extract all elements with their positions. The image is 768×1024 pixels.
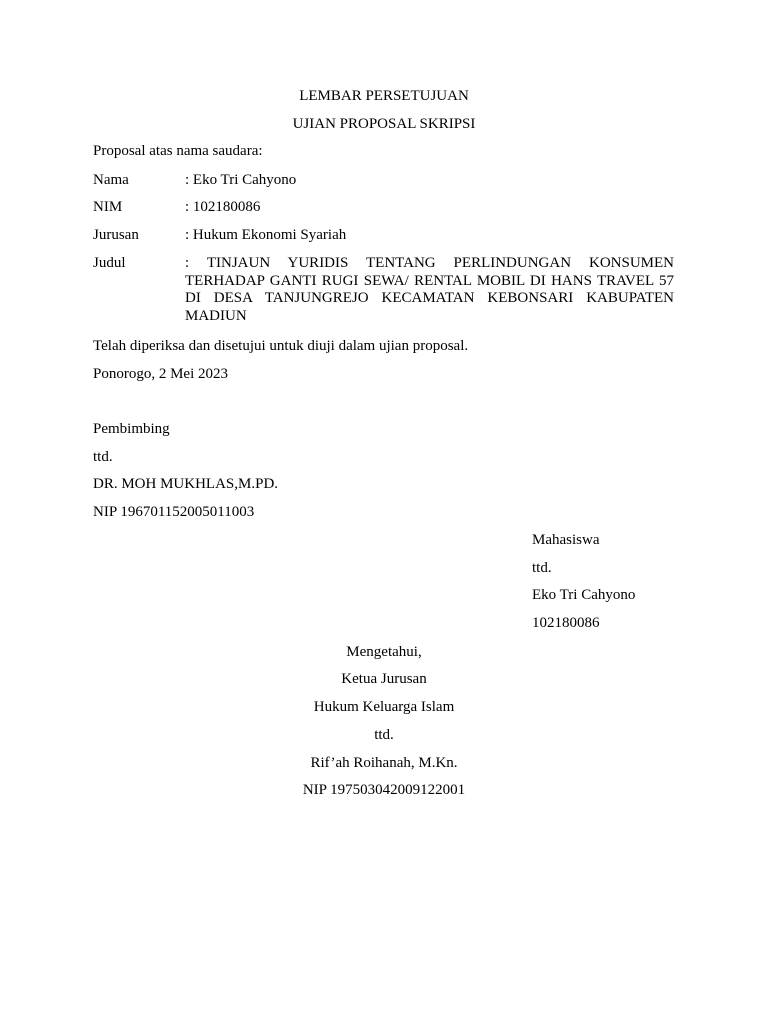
pembimbing-signature: ttd. [93, 449, 113, 465]
field-value-judul [185, 255, 674, 326]
field-value-jurusan: : Hukum Ekonomi Syariah [185, 227, 347, 243]
approval-statement: Telah diperiksa dan disetujui untuk diuji dalam ujian proposal. [93, 338, 469, 354]
mengetahui-name: Rif’ah Roihanah, M.Kn. [310, 755, 458, 771]
judul-line-4: MADIUN [185, 308, 247, 325]
judul-line-1: : TINJAUN YURIDIS TENTANG PERLINDUNGAN KONSUMEN [185, 255, 674, 271]
field-label-nama: Nama [93, 172, 129, 188]
place-date: Ponorogo, 2 Mei 2023 [93, 366, 228, 382]
field-label-nim: NIM [93, 199, 123, 215]
field-label-judul: Judul [93, 255, 126, 271]
pembimbing-role: Pembimbing [93, 421, 170, 437]
mengetahui-nip: NIP 197503042009122001 [302, 782, 466, 798]
mahasiswa-name: Eko Tri Cahyono [532, 587, 636, 603]
mahasiswa-role: Mahasiswa [532, 532, 600, 548]
mengetahui-role: Ketua Jurusan [341, 671, 427, 687]
mahasiswa-signature: ttd. [532, 560, 552, 576]
mahasiswa-nim: 102180086 [532, 615, 600, 631]
mengetahui-signature: ttd. [374, 727, 394, 743]
document-title: LEMBAR PERSETUJUAN [299, 88, 469, 104]
field-label-jurusan: Jurusan [93, 227, 139, 243]
pembimbing-nip: NIP 196701152005011003 [93, 504, 255, 520]
judul-line-3: DI DESA TANJUNGREJO KECAMATAN KEBONSARI KABUPATEN [185, 290, 674, 307]
pembimbing-name: DR. MOH MUKHLAS,M.PD. [93, 476, 279, 492]
judul-line-2: TERHADAP GANTI RUGI SEWA/ RENTAL MOBIL DI HANS TRAVEL 57 [185, 272, 674, 289]
intro-text: Proposal atas nama saudara: [93, 143, 263, 159]
document-subtitle: UJIAN PROPOSAL SKRIPSI [292, 116, 476, 132]
mengetahui-department: Hukum Keluarga Islam [313, 699, 455, 715]
field-value-nim: : 102180086 [185, 199, 261, 215]
mengetahui-heading: Mengetahui, [346, 644, 422, 660]
field-value-nama: : Eko Tri Cahyono [185, 172, 297, 188]
